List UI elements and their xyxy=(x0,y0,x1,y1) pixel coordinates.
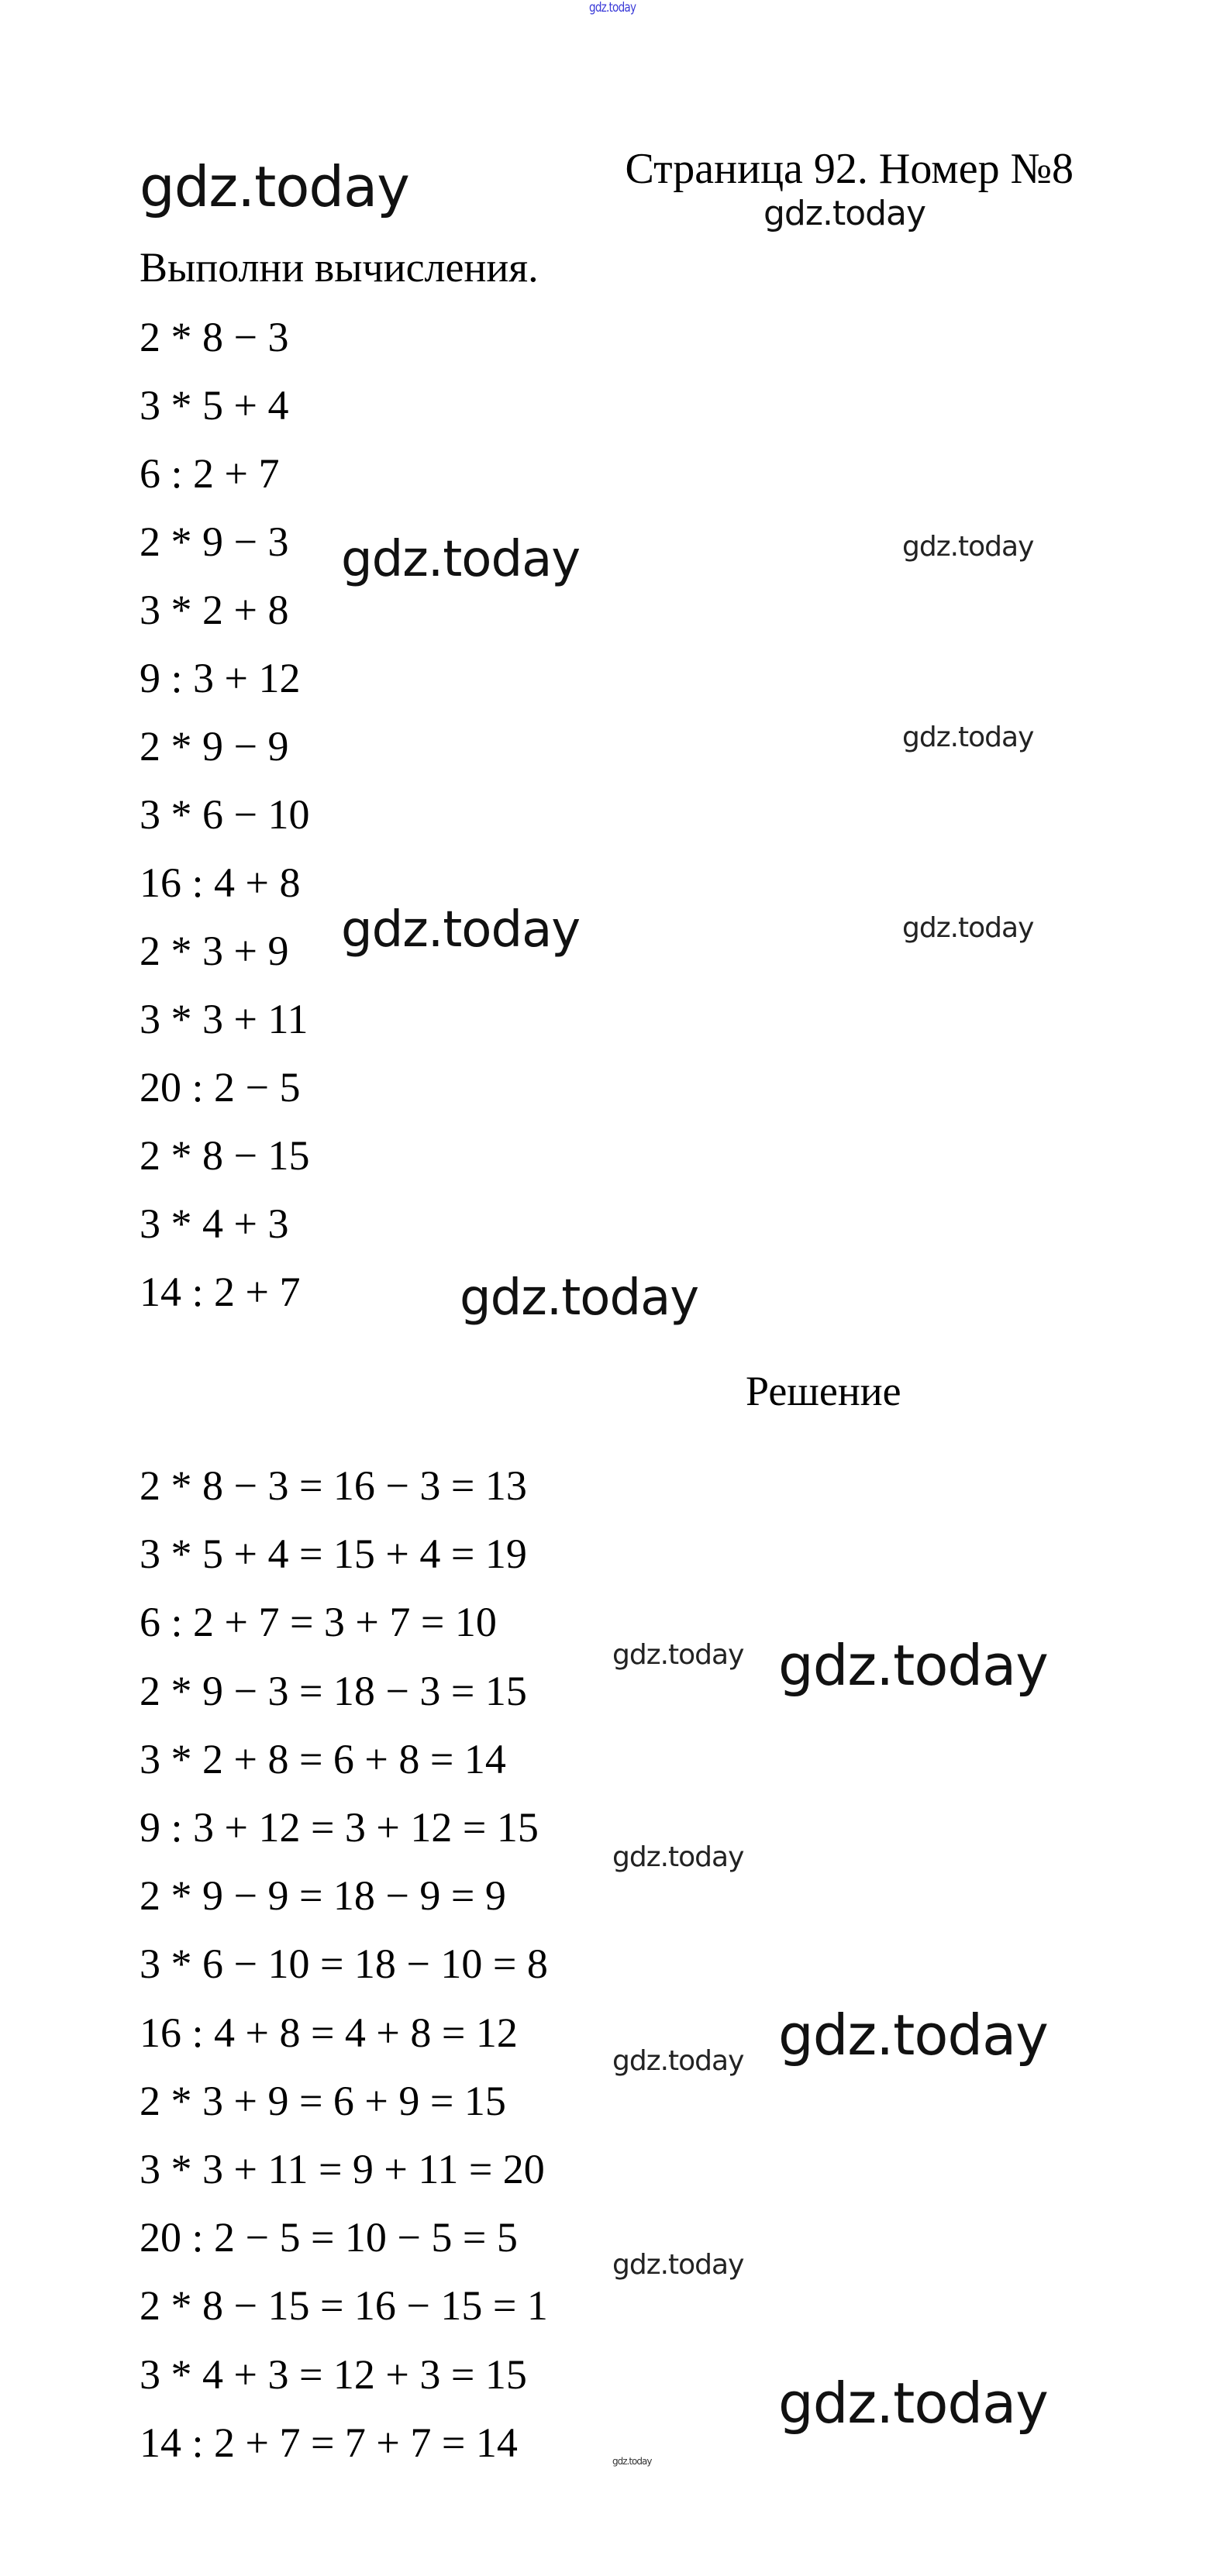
watermark: gdz.today xyxy=(612,1639,744,1671)
watermark: gdz.today xyxy=(140,154,409,219)
problem-item: 16 : 4 + 8 xyxy=(140,859,301,906)
solution-heading: Решение xyxy=(746,1368,901,1414)
watermark: gdz.today xyxy=(902,721,1034,753)
watermark: gdz.today xyxy=(612,2249,744,2281)
task-instruction: Выполни вычисления. xyxy=(140,244,539,291)
page-title: Страница 92. Номер №8 xyxy=(625,145,1074,193)
watermark: gdz.today xyxy=(778,2003,1048,2068)
solution-line: 14 : 2 + 7 = 7 + 7 = 14 xyxy=(140,2419,518,2466)
problem-item: 2 * 8 − 3 xyxy=(140,314,289,360)
watermark: gdz.today xyxy=(902,912,1034,944)
solution-line: 2 * 8 − 3 = 16 − 3 = 13 xyxy=(140,1462,527,1509)
watermark: gdz.today xyxy=(763,194,926,233)
solution-line: 2 * 9 − 9 = 18 − 9 = 9 xyxy=(140,1872,506,1919)
solution-line: 3 * 2 + 8 = 6 + 8 = 14 xyxy=(140,1736,506,1782)
solution-line: 3 * 3 + 11 = 9 + 11 = 20 xyxy=(140,2146,545,2192)
top-watermark: gdz.today xyxy=(589,0,636,15)
problem-item: 3 * 5 + 4 xyxy=(140,382,289,429)
problem-item: 9 : 3 + 12 xyxy=(140,655,301,701)
watermark: gdz.today xyxy=(460,1269,699,1327)
watermark: gdz.today xyxy=(341,901,581,959)
watermark: gdz.today xyxy=(902,531,1034,563)
problem-item: 2 * 8 − 15 xyxy=(140,1132,310,1179)
solution-line: 2 * 3 + 9 = 6 + 9 = 15 xyxy=(140,2078,506,2124)
watermark: gdz.today xyxy=(612,2456,652,2467)
solution-line: 3 * 4 + 3 = 12 + 3 = 15 xyxy=(140,2351,527,2398)
watermark: gdz.today xyxy=(778,2371,1048,2436)
problem-item: 3 * 4 + 3 xyxy=(140,1200,289,1247)
solution-line: 3 * 6 − 10 = 18 − 10 = 8 xyxy=(140,1941,548,1987)
watermark: gdz.today xyxy=(341,531,581,588)
solution-line: 2 * 8 − 15 = 16 − 15 = 1 xyxy=(140,2282,548,2329)
solution-line: 6 : 2 + 7 = 3 + 7 = 10 xyxy=(140,1599,497,1645)
problem-item: 20 : 2 − 5 xyxy=(140,1064,301,1111)
problem-item: 3 * 6 − 10 xyxy=(140,791,310,838)
solution-line: 2 * 9 − 3 = 18 − 3 = 15 xyxy=(140,1668,527,1714)
problem-item: 3 * 3 + 11 xyxy=(140,996,308,1042)
solution-line: 20 : 2 − 5 = 10 − 5 = 5 xyxy=(140,2214,518,2261)
solution-line: 9 : 3 + 12 = 3 + 12 = 15 xyxy=(140,1804,539,1851)
watermark: gdz.today xyxy=(778,1633,1048,1698)
watermark: gdz.today xyxy=(612,2045,744,2077)
problem-item: 6 : 2 + 7 xyxy=(140,450,280,497)
problem-item: 14 : 2 + 7 xyxy=(140,1269,301,1315)
watermark: gdz.today xyxy=(612,1841,744,1873)
solution-line: 16 : 4 + 8 = 4 + 8 = 12 xyxy=(140,2009,518,2056)
solution-line: 3 * 5 + 4 = 15 + 4 = 19 xyxy=(140,1531,527,1577)
problem-item: 2 * 9 − 3 xyxy=(140,518,289,565)
problem-item: 2 * 9 − 9 xyxy=(140,723,289,770)
problem-item: 2 * 3 + 9 xyxy=(140,928,289,974)
problem-item: 3 * 2 + 8 xyxy=(140,587,289,633)
